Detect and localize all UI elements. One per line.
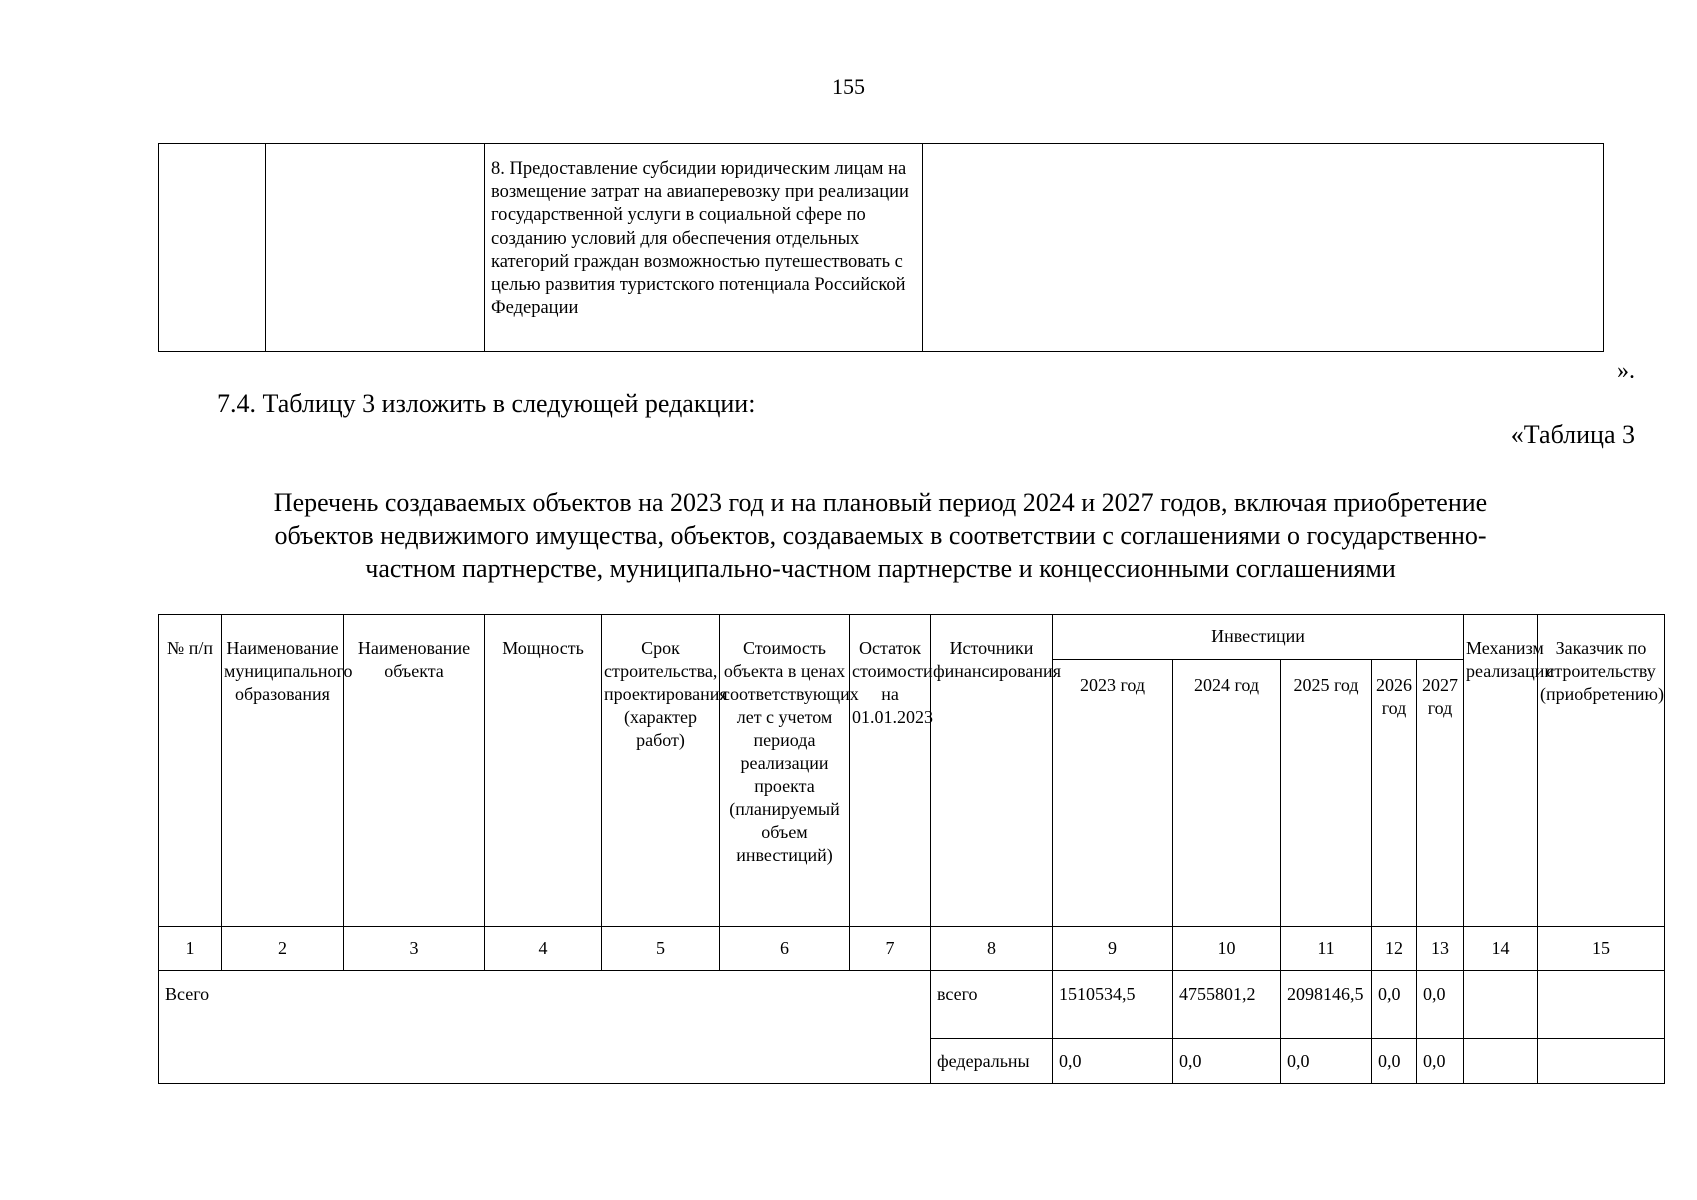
header-row (159, 615, 1665, 660)
column-number: 1 (159, 927, 222, 971)
column-number: 10 (1173, 927, 1281, 971)
header-object-cost: Стоимость объекта в ценах соответствующих лет с учетом периода реализации проекта (планируемый объем инвестиций) (720, 615, 850, 927)
header-year-2026: 2026 год (1372, 660, 1417, 927)
column-number: 12 (1372, 927, 1417, 971)
header-year-2023: 2023 год (1053, 660, 1173, 927)
column-number: 5 (602, 927, 720, 971)
column-number: 11 (1281, 927, 1372, 971)
header-remaining-cost: Остаток стоимости на 01.01.2023 (850, 615, 931, 927)
closing-quote: ». (1617, 358, 1635, 384)
funding-source: всего (931, 971, 1053, 1039)
value-2027: 0,0 (1417, 971, 1464, 1039)
header-object-name: Наименование объекта (344, 615, 485, 927)
value-2025: 2098146,5 (1281, 971, 1372, 1039)
funding-source: федеральны (931, 1039, 1053, 1084)
header-year-2025: 2025 год (1281, 660, 1372, 927)
title-line: частном партнерстве, муниципально-частном партнерстве и концессионными соглашениями (365, 554, 1396, 583)
column-number-row (159, 927, 1665, 971)
subsidy-item-text: 8. Предоставление субсидии юридическим лицам на возмещение затрат на авиаперевозку при реализации государственной услуги в социальной сфере по созданию условий для обеспечения отдельных категорий граждан возможностью путешествовать с целью развития туристского потенциала Российской Федерации (491, 159, 909, 319)
table-row (159, 144, 1604, 352)
total-label: Всего (159, 971, 931, 1084)
header-investments: Инвестиции (1053, 615, 1464, 660)
column-number: 6 (720, 927, 850, 971)
section-paragraph: 7.4. Таблицу 3 изложить в следующей редакции: (217, 389, 756, 418)
table-label: «Таблица 3 (1510, 420, 1635, 449)
table-cell (485, 144, 923, 352)
column-number: 8 (931, 927, 1053, 971)
column-number: 4 (485, 927, 602, 971)
value-2024: 4755801,2 (1173, 971, 1281, 1039)
header-year-2027: 2027 год (1417, 660, 1464, 927)
header-customer: Заказчик по строительству (приобретению) (1538, 615, 1665, 927)
header-construction-period: Срок строительства, проектирования (характер работ) (602, 615, 720, 927)
customer-cell (1538, 971, 1665, 1039)
value-2023: 0,0 (1053, 1039, 1173, 1084)
mechanism-cell (1464, 971, 1538, 1039)
mechanism-cell (1464, 1039, 1538, 1084)
value-2026: 0,0 (1372, 1039, 1417, 1084)
column-number: 9 (1053, 927, 1173, 971)
table-title (158, 486, 1603, 585)
header-capacity: Мощность (485, 615, 602, 927)
title-line: Перечень создаваемых объектов на 2023 год и на плановый период 2024 и 2027 годов, включая приобретение (273, 488, 1488, 517)
value-2026: 0,0 (1372, 971, 1417, 1039)
column-number: 3 (344, 927, 485, 971)
header-year-2024: 2024 год (1173, 660, 1281, 927)
value-2025: 0,0 (1281, 1039, 1372, 1084)
header-funding-sources: Источники финансирования (931, 615, 1053, 927)
column-number: 15 (1538, 927, 1665, 971)
column-number: 2 (222, 927, 344, 971)
column-number: 7 (850, 927, 931, 971)
title-line: объектов недвижимого имущества, объектов, создаваемых в соответствии с соглашениями о государственно- (274, 521, 1487, 550)
value-2027: 0,0 (1417, 1039, 1464, 1084)
header-municipality: Наименование муниципального образования (222, 615, 344, 927)
header-mechanism: Механизм реализации (1464, 615, 1538, 927)
page-number: 155 (832, 74, 865, 99)
table-cell (923, 144, 1604, 352)
table-row (159, 971, 1665, 1039)
objects-table (158, 614, 1665, 1084)
header-number: № п/п (159, 615, 222, 927)
table-cell (159, 144, 266, 352)
value-2023: 1510534,5 (1053, 971, 1173, 1039)
table-cell (266, 144, 485, 352)
continuation-table (158, 143, 1604, 352)
customer-cell (1538, 1039, 1665, 1084)
column-number: 14 (1464, 927, 1538, 971)
column-number: 13 (1417, 927, 1464, 971)
value-2024: 0,0 (1173, 1039, 1281, 1084)
